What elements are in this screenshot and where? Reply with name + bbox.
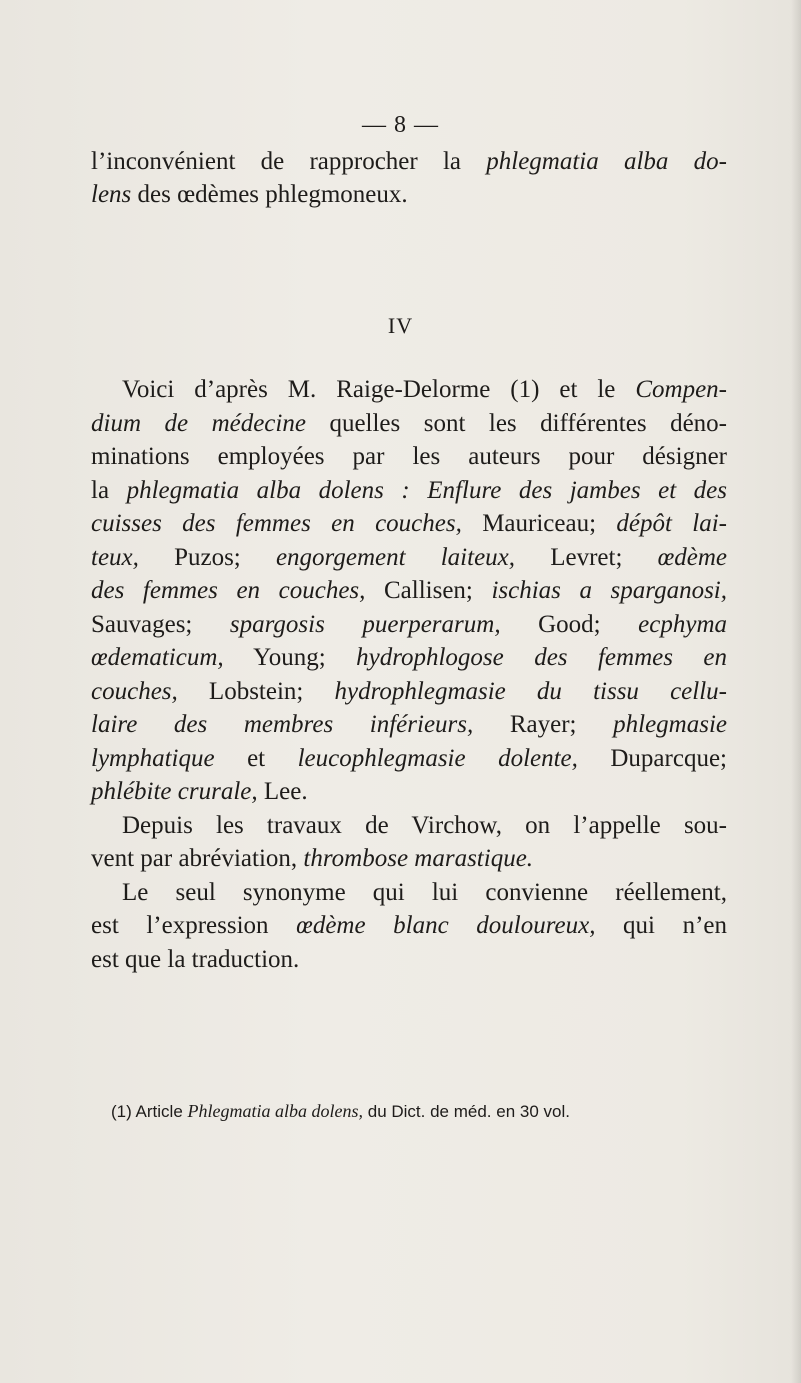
footnote: (1) Article Phlegmatia alba dolens, du Dict. de méd. en 30 vol. [111, 1101, 570, 1121]
text-line: la phlegmatia alba dolens : Enflure des jambes et des [91, 476, 728, 504]
text-line: est que la traduction. [91, 945, 300, 973]
text-line: dium de médecine quelles sont les différentes déno- [91, 409, 727, 437]
text-line: Voici d’après M. Raige-Delorme (1) et le Compen- [122, 376, 727, 403]
text-line: lens des œdèmes phlegmoneux. [91, 181, 408, 208]
paragraph-continuation [91, 145, 727, 211]
text-line: Depuis les travaux de Virchow, on l’appelle sou- [122, 811, 727, 839]
body-text [91, 373, 727, 976]
text-line: œdematicum, Young; hydrophlogose des femmes en [91, 644, 727, 671]
text-line: Le seul synonyme qui lui convienne réellement, [122, 878, 727, 906]
page-edge-shadow [791, 0, 801, 1383]
page-number: — 8 — [362, 112, 439, 138]
section-heading: IV [387, 313, 414, 338]
text-line: minations employées par les auteurs pour désigner [91, 443, 727, 470]
text-line: vent par abréviation, thrombose marastique. [91, 845, 534, 872]
text-line: lymphatique et leucophlegmasie dolente, Duparcque; [91, 744, 727, 772]
text-line: laire des membres inférieurs, Rayer; phlegmasie [91, 711, 727, 738]
text-line: couches, Lobstein; hydrophlegmasie du tissu cellu- [91, 677, 727, 705]
text-line: teux, Puzos; engorgement laiteux, Levret; œdème [91, 543, 727, 571]
text-line: phlébite crurale, Lee. [91, 778, 308, 805]
text-line: est l’expression œdème blanc douloureux, qui n’en [91, 912, 728, 939]
text-line: cuisses des femmes en couches, Mauriceau; dépôt lai- [91, 510, 727, 537]
text-line: Sauvages; spargosis puerperarum, Good; ecphyma [91, 610, 727, 638]
text-line: des femmes en couches, Callisen; ischias a sparganosi, [91, 577, 727, 604]
text-line: l’inconvénient de rapprocher la phlegmatia alba do- [91, 148, 727, 175]
